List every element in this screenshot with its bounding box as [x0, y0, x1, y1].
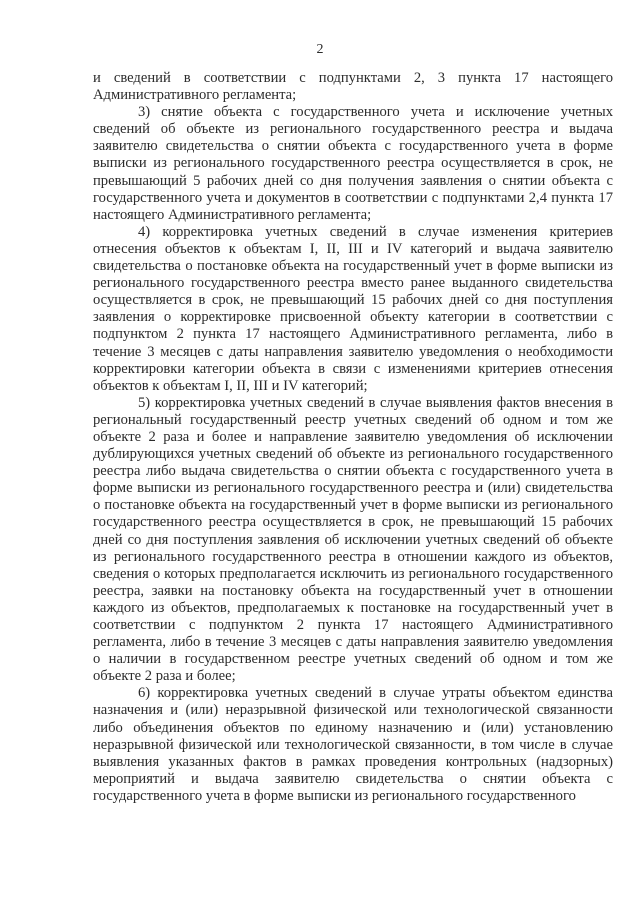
paragraph-item-5: 5) корректировка учетных сведений в случае выявления фактов внесения в региональный государственный реестр учетных сведений об одном и том же объекте 2 раза и более и направление заявителю уведомления об исключении дублирующихся учетных сведений об объекте из регионального государственного реестра либо выдача свидетельства о снятии объекта с государственного учета в форме выписки из регионального государственного реестра и (или) свидетельства о постановке объекта на государственный учет в форме выписки из регионального государственного реестра осуществляется в срок, не превышающий 15 рабочих дней со дня поступления заявления об исключении учетных сведений об объекте из регионального государственного реестра в отношении каждого из объектов, сведения о которых предполагается исключить из регионального государственного реестра, заявки на постановку объекта на государственный учет в отношении каждого из объектов, предполагаемых к постановке на государственный учет в соответствии с подпунктом 2 пункта 17 настоящего Административного регламента, либо в течение 3 месяцев с даты направления заявителю уведомления о наличии в государственном реестре учетных сведений об одном и том же объекте 2 раза и более;	[93, 394, 613, 685]
paragraph-item-3: 3) снятие объекта с государственного учета и исключение учетных сведений об объекте из регионального государственного реестра и выдача заявителю свидетельства о снятии объекта с государственного учета в форме выписки из регионального государственного реестра осуществляется в срок, не превышающий 5 рабочих дней со дня получения заявления о снятии объекта с государственного учета и документов в соответствии с подпунктами 2,4 пункта 17 настоящего Административного регламента;	[93, 104, 613, 223]
page-number: 2	[316, 42, 324, 57]
paragraph-item-6: 6) корректировка учетных сведений в случае утраты объектом единства назначения и (или) неразрывной физической или технологической связанности либо объединения объектов по единому назначению и (или) установлению неразрывной физической или технологической связанности, в том числе в случае выявления указанных фактов в рамках проведения контрольных (надзорных) мероприятий и выдача заявителю свидетельства о снятии объекта с государственного учета в форме выписки из регионального государственного	[93, 685, 613, 804]
document-body	[93, 70, 613, 805]
paragraph-continuation: и сведений в соответствии с подпунктами 2, 3 пункта 17 настоящего Административного регламента;	[93, 70, 613, 104]
paragraph-item-4: 4) корректировка учетных сведений в случае изменения критериев отнесения объектов к объектам I, II, III и IV категорий и выдача заявителю свидетельства о постановке объекта на государственный учет в форме выписки из регионального государственного реестра вместо ранее выданного свидетельства осуществляется в срок, не превышающий 15 рабочих дней со дня поступления заявления о корректировке присвоенной объекту категории в соответствии с подпунктом 2 пункта 17 настоящего Административного регламента, либо в течение 3 месяцев с даты направления заявителю уведомления о необходимости корректировки категории объекта в связи с изменениями критериев отнесения объектов к объектам I, II, III и IV категорий;	[93, 223, 613, 394]
